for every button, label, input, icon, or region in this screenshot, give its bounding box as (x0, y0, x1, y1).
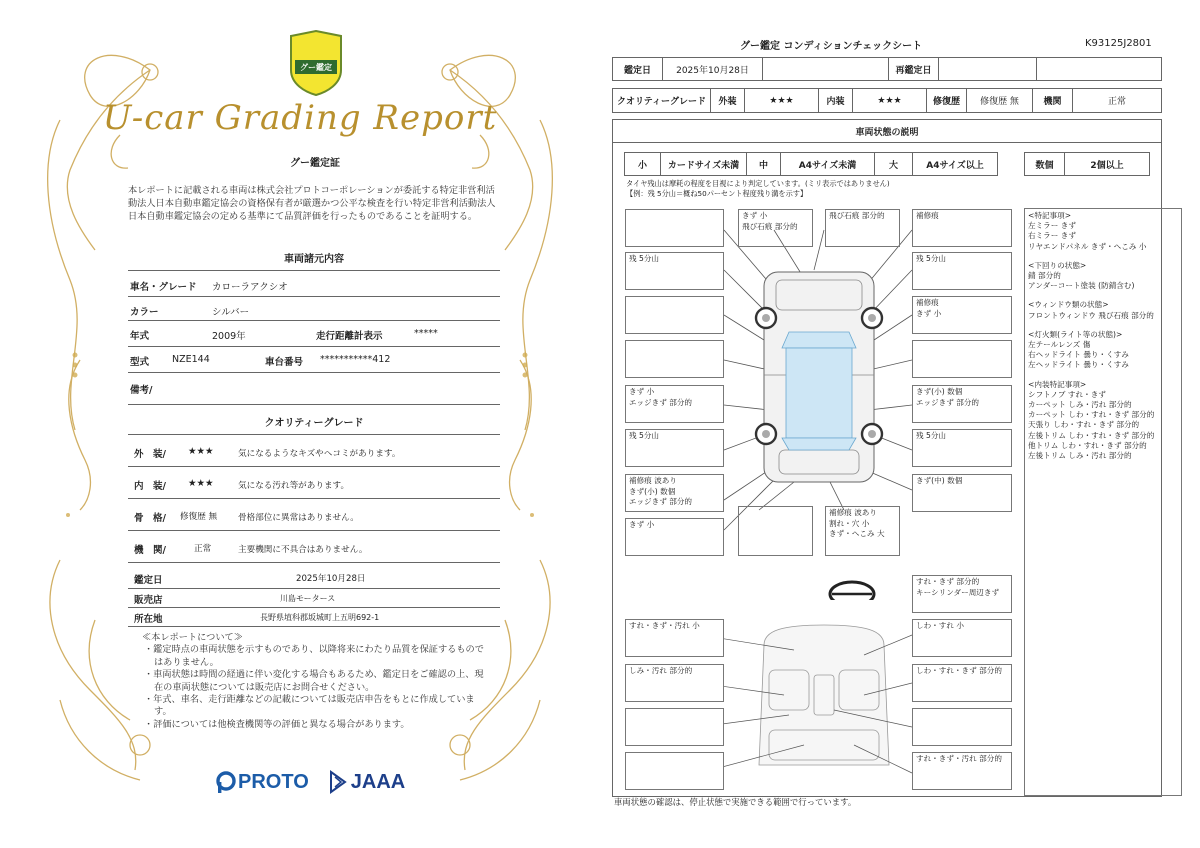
divider (128, 588, 500, 589)
notes-group-title: <ウィンドウ類の状態> (1028, 300, 1109, 310)
exterior-note-box (738, 506, 813, 556)
exterior-note-box: 補修痕 波あり 割れ・穴 小 きず・へこみ 大 (825, 506, 900, 556)
notes-line: 左後トリム しわ・すれ・きず 部分的 (1028, 430, 1155, 440)
notes-line: カーペット しわ・すれ・きず 部分的 (1028, 410, 1155, 420)
notes-group-title: <灯火類(ライト等の状態)> (1028, 329, 1123, 339)
redate-value (939, 58, 1037, 80)
tyre-note (626, 179, 890, 198)
quality-row-value: ★★★ (188, 446, 214, 457)
notes-line: 左テールレンズ 傷 (1028, 340, 1091, 350)
notes-line: カーペット しみ・汚れ 部分的 (1028, 400, 1132, 410)
notes-line: 錆 部分的 (1028, 271, 1061, 281)
divider (128, 562, 500, 563)
quality-row-label: 外 装/ (134, 449, 166, 460)
size-legend (624, 152, 998, 176)
date-label: 鑑定日 (134, 575, 163, 586)
dealer-value: 川島モータース (280, 594, 336, 603)
note-item: ・鑑定時点の車両状態を示すものであり、以降将来にわたり品質を保証するものではありません。 (144, 644, 484, 668)
count-value: 2個以上 (1090, 160, 1124, 171)
quality-row-value: 修復歴 無 (180, 512, 218, 522)
exterior-note-box: 補修痕 (912, 209, 1012, 247)
interior-note-box: すれ・きず・汚れ 小 (625, 619, 724, 657)
interior-diagram (724, 615, 924, 795)
exterior-note-box: きず(小) 数個 エッジきず 部分的 (912, 385, 1012, 423)
notes-group-title: <下回りの状態> (1028, 260, 1087, 270)
quality-row-value: 正常 (194, 544, 212, 554)
interior-note-box: しみ・汚れ 部分的 (625, 664, 724, 702)
engine-label: 機関 (1033, 89, 1073, 112)
exterior-note-box: 補修痕 波あり きず(小) 数個 エッジきず 部分的 (625, 474, 724, 512)
mileage-label: 走行距離計表示 (316, 331, 383, 342)
quality-title: クオリティーグレード (264, 418, 364, 429)
quality-row-value: ★★★ (188, 478, 214, 489)
count-label: 数個 (1025, 153, 1065, 175)
notes-group (1028, 330, 1178, 371)
explain-title: 車両状態の説明 (612, 119, 1162, 143)
notes-title: ≪本レポートについて≫ (142, 632, 243, 643)
proto-logo-text: PROTO (238, 770, 309, 793)
quality-row-desc: 骨格部位に異常はありません。 (238, 513, 359, 523)
divider (128, 466, 500, 467)
notes-line: 天張り しわ・すれ・きず 部分的 (1028, 420, 1140, 430)
exterior-note-box: 残 5分山 (625, 252, 724, 290)
sheet-id: K93125J2801 (1085, 38, 1152, 49)
address-value: 長野県埴科郡坂城町上五明692-1 (260, 613, 380, 622)
chassis-value: ***********412 (320, 354, 391, 365)
exterior-note-box: きず 小 エッジきず 部分的 (625, 385, 724, 423)
name-label: 車名・グレード (130, 282, 197, 293)
exterior-note-box: きず 小 飛び石痕 部分的 (738, 209, 813, 247)
exterior-note-box (625, 209, 724, 247)
note-item: ・年式、車名、走行距離などの記載については販売店申告をもとに作成しています。 (144, 694, 475, 718)
tyre-note-line: 【例：残 5分山＝概ね50パーセント程度残り溝を示す】 (626, 188, 808, 198)
ext-value: ★★★ (745, 89, 819, 112)
name-value: カローラアクシオ (212, 282, 288, 293)
mileage-value: ***** (414, 328, 438, 339)
grade-row (612, 88, 1162, 113)
blank-cell (1037, 58, 1161, 80)
divider (128, 498, 500, 499)
interior-note-box (625, 752, 724, 790)
repair-value: 修復歴 無 (967, 89, 1033, 112)
notes-line: 左ヘッドライト 曇り・くすみ (1028, 360, 1129, 370)
notes-line: リヤエンドパネル きず・へこみ 小 (1028, 241, 1147, 251)
notes-group (1028, 380, 1178, 462)
proto-mark-icon (216, 771, 236, 793)
date-label: 鑑定日 (613, 58, 663, 80)
interior-note-box: しわ・すれ 小 (912, 619, 1012, 657)
divider (128, 296, 500, 297)
count-legend (1024, 152, 1150, 176)
divider (128, 320, 500, 321)
notes-line: 左ミラー きず (1028, 221, 1076, 231)
engine-value: 正常 (1107, 97, 1126, 107)
color-value: シルバー (212, 307, 250, 318)
proto-logo (216, 771, 309, 794)
size-medium: 中 (747, 153, 781, 175)
notes-group (1028, 300, 1178, 320)
grade-label: クオリティーグレード (613, 89, 711, 112)
int-label: 内装 (819, 89, 853, 112)
interior-note-box: しわ・すれ・きず 部分的 (912, 664, 1012, 702)
jaaa-logo-text: JAAA (350, 770, 406, 793)
jaaa-logo (329, 770, 405, 794)
interior-note-box: すれ・きず 部分的 キーシリンダー周辺きず (912, 575, 1012, 613)
quality-row-desc: 気になるようなキズやヘコミがあります。 (238, 449, 401, 459)
quality-row-label: 内 装/ (134, 481, 166, 492)
certificate-heading: グー鑑定証 (290, 158, 340, 169)
exterior-note-box: 残 5分山 (912, 252, 1012, 290)
exterior-note-box: 飛び石痕 部分的 (825, 209, 900, 247)
address-label: 所在地 (134, 614, 163, 625)
size-large: 大 (875, 153, 913, 175)
size-medium-desc: A4サイズ未満 (781, 153, 875, 175)
notes-line: 他トリム しわ・すれ・きず 部分的 (1028, 440, 1147, 450)
size-large-desc: A4サイズ以上 (926, 160, 984, 171)
script-title: U-car Grading Report (102, 98, 498, 138)
remarks-label: 備考/ (130, 385, 153, 396)
ext-label: 外装 (711, 89, 745, 112)
note-item: ・車両状態は時間の経過に伴い変化する場合もあるため、鑑定日をご確認の上、現在の車両状態については販売店にお問合せください。 (144, 669, 484, 693)
special-notes-panel (1024, 208, 1182, 796)
quality-row-label: 機 関/ (134, 545, 166, 556)
exterior-note-box (625, 296, 724, 334)
quality-row-desc: 主要機関に不具合はありません。 (238, 545, 368, 555)
divider (128, 404, 500, 405)
date-value: 2025年10月28日 (296, 574, 366, 584)
quality-row-desc: 気になる汚れ等があります。 (238, 481, 350, 491)
interior-note-box (912, 708, 1012, 746)
int-value: ★★★ (853, 89, 927, 112)
notes-group-title: <特記事項> (1028, 211, 1072, 220)
redate-label: 再鑑定日 (889, 58, 939, 80)
badge-label: グー鑑定 (300, 63, 332, 72)
divider (128, 626, 500, 627)
sponsor-logos (216, 770, 405, 794)
interior-note-box: すれ・きず・汚れ 部分的 (912, 752, 1012, 790)
notes-line: シフトノブ すれ・きず (1028, 389, 1106, 399)
chassis-label: 車台番号 (265, 357, 304, 368)
exterior-note-box: 残 5分山 (912, 429, 1012, 467)
quality-row-label: 骨 格/ (134, 513, 166, 524)
jaaa-mark-icon (329, 770, 347, 794)
goo-kantei-badge (287, 30, 345, 96)
notes-line: 右ヘッドライト 曇り・くすみ (1028, 350, 1129, 360)
notes-line: アンダーコート塗装 (防錆含む) (1028, 281, 1135, 291)
exterior-note-box (912, 340, 1012, 378)
condition-check-sheet (600, 0, 1200, 848)
model-label: 型式 (130, 357, 150, 368)
sheet-title: グー鑑定 コンディションチェックシート (740, 41, 923, 52)
exterior-note-box: きず(中) 数個 (912, 474, 1012, 512)
repair-label: 修復歴 (927, 89, 967, 112)
notes-line: 左後トリム しみ・汚れ 部分的 (1028, 451, 1132, 461)
exterior-note-box: きず 小 (625, 518, 724, 556)
certificate-intro: 本レポートに記載される車両は株式会社プロトコーポレーションが委託する特定非営利活動法人日本自動車鑑定協会の資格保有者が厳選かつ公平な検査を行い特定非営利活動法人日本自動車鑑定協会の定める基準にて品質評価を行ったものであることを証明する。 (128, 185, 496, 222)
exterior-note-box: 残 5分山 (625, 429, 724, 467)
footer-note: 車両状態の確認は、停止状態で実施できる範囲で行っています。 (614, 797, 857, 807)
notes-line: 右ミラー きず (1028, 231, 1076, 241)
tyre-note-line: タイヤ残山は摩耗の程度を目視により判定しています。(ミリ表示ではありません) (626, 179, 890, 188)
steering-wheel-icon (830, 582, 874, 600)
specs-title: 車両諸元内容 (284, 254, 344, 265)
notes-group (1028, 261, 1178, 292)
divider (128, 346, 500, 347)
date-value: 2025年10月28日 (663, 58, 763, 80)
date-row (612, 57, 1162, 81)
notes-line: フロントウィンドウ 飛び石痕 部分的 (1028, 310, 1154, 320)
note-item: ・評価については他検査機関等の評価と異なる場合があります。 (144, 718, 410, 730)
notes-group (1028, 211, 1178, 252)
dealer-label: 販売店 (134, 595, 163, 606)
report-notes (142, 632, 492, 731)
color-label: カラー (130, 307, 159, 318)
blank-cell (763, 58, 889, 80)
divider (128, 530, 500, 531)
divider (128, 372, 500, 373)
interior-note-box (625, 708, 724, 746)
size-small: 小 (625, 153, 661, 175)
year-value: 2009年 (212, 331, 246, 342)
divider (128, 607, 500, 608)
divider (128, 270, 500, 271)
exterior-note-box: 補修痕 きず 小 (912, 296, 1012, 334)
model-value: NZE144 (172, 354, 210, 365)
exterior-note-box (625, 340, 724, 378)
size-small-desc: カードサイズ未満 (661, 153, 747, 175)
divider (128, 434, 500, 435)
notes-group-title: <内装特記事項> (1028, 379, 1087, 389)
year-label: 年式 (130, 331, 150, 342)
